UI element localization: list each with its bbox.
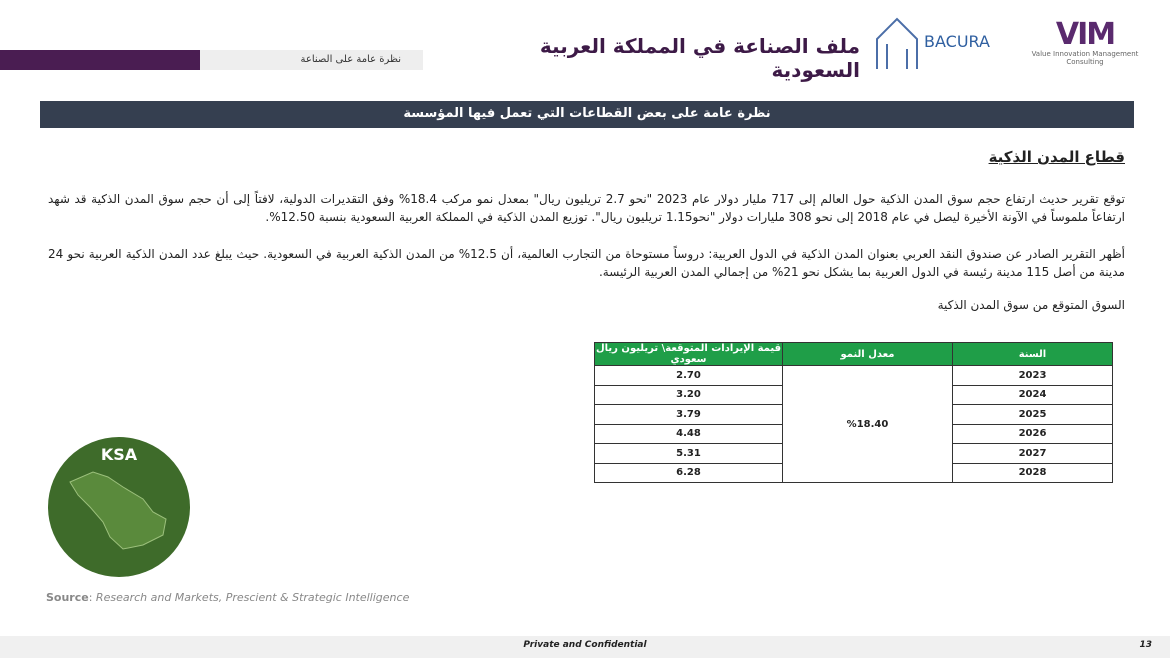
table-row	[595, 366, 1113, 386]
section-tab: نظرة عامة على الصناعة	[200, 50, 423, 70]
revenue-cell: 3.79	[595, 405, 783, 425]
year-cell: 2027	[953, 444, 1113, 464]
revenue-cell: 2.70	[595, 366, 783, 386]
header-growth: معدل النمو	[783, 343, 953, 366]
footer	[0, 636, 1170, 658]
source-note: Source: Research and Markets, Prescient & Strategic Intelligence	[46, 591, 410, 604]
market-forecast-table	[594, 342, 1113, 483]
year-cell: 2028	[953, 463, 1113, 483]
year-cell: 2024	[953, 385, 1113, 405]
section-heading: قطاع المدن الذكية	[988, 148, 1125, 166]
year-cell: 2023	[953, 366, 1113, 386]
bacura-logo	[872, 14, 1012, 74]
paragraph: توقع تقرير حديث ارتفاع حجم سوق المدن الذكية حول العالم إلى 717 مليار دولار عام 2023 "نحو 2.7 تريليون ريال" بمعدل نمو مركب 18.4% وفق التقديرات الدولية، لافتاً إلى أن حجم سوق المدن الذكية قد شهد ارتفاعاً ملموساً في الآونة الأخيرة ليصل في عام 2018 إلى نحو 308 مليارات دولار "نحو1.15 تريليون ريال". توزيع المدن الذكية في المملكة العربية السعودية بنسبة 12.50%.	[48, 192, 1126, 224]
growth-cell: %18.40	[783, 366, 953, 483]
paragraph: أظهر التقرير الصادر عن صندوق النقد العربي بعنوان المدن الذكية في الدول العربية: دروساً مستوحاة من التجارب العالمية، أن 12.5% من المدن الذكية العربية في السعودية. حيث يبلغ عدد المدن الذكية العربية نحو 24 مدينة من أصل 115 مدينة رئيسة في الدول العربية بما يشكل نحو 21% من إجمالي المدن العربية الرئيسة.	[48, 247, 1126, 279]
confidential-label: Private and Confidential	[523, 640, 647, 650]
house-circuit-icon	[872, 14, 922, 74]
page-number: 13	[1139, 640, 1152, 650]
section-banner: نظرة عامة على بعض القطاعات التي تعمل فيها المؤسسة	[40, 101, 1134, 128]
revenue-cell: 3.20	[595, 385, 783, 405]
header-revenue: قيمة الإيرادات المتوقعة\ تريليون ريال سعودي	[596, 343, 781, 365]
revenue-cell: 4.48	[595, 424, 783, 444]
vim-logo	[1030, 17, 1140, 80]
table-caption: السوق المتوقع من سوق المدن الذكية	[937, 298, 1125, 312]
ksa-label: KSA	[100, 445, 138, 464]
header-accent-band	[0, 50, 215, 70]
header-year: السنة	[953, 343, 1113, 366]
revenue-cell: 6.28	[595, 463, 783, 483]
revenue-cell: 5.31	[595, 444, 783, 464]
year-cell: 2025	[953, 405, 1113, 425]
vim-wordmark: VIM	[1055, 17, 1115, 52]
vim-tagline: Value Innovation Management Consulting	[1031, 50, 1139, 66]
page-title: ملف الصناعة في المملكة العربية السعودية	[539, 34, 860, 82]
bacura-wordmark: BACURA	[924, 32, 990, 51]
ksa-map-badge	[48, 437, 190, 577]
year-cell: 2026	[953, 424, 1113, 444]
